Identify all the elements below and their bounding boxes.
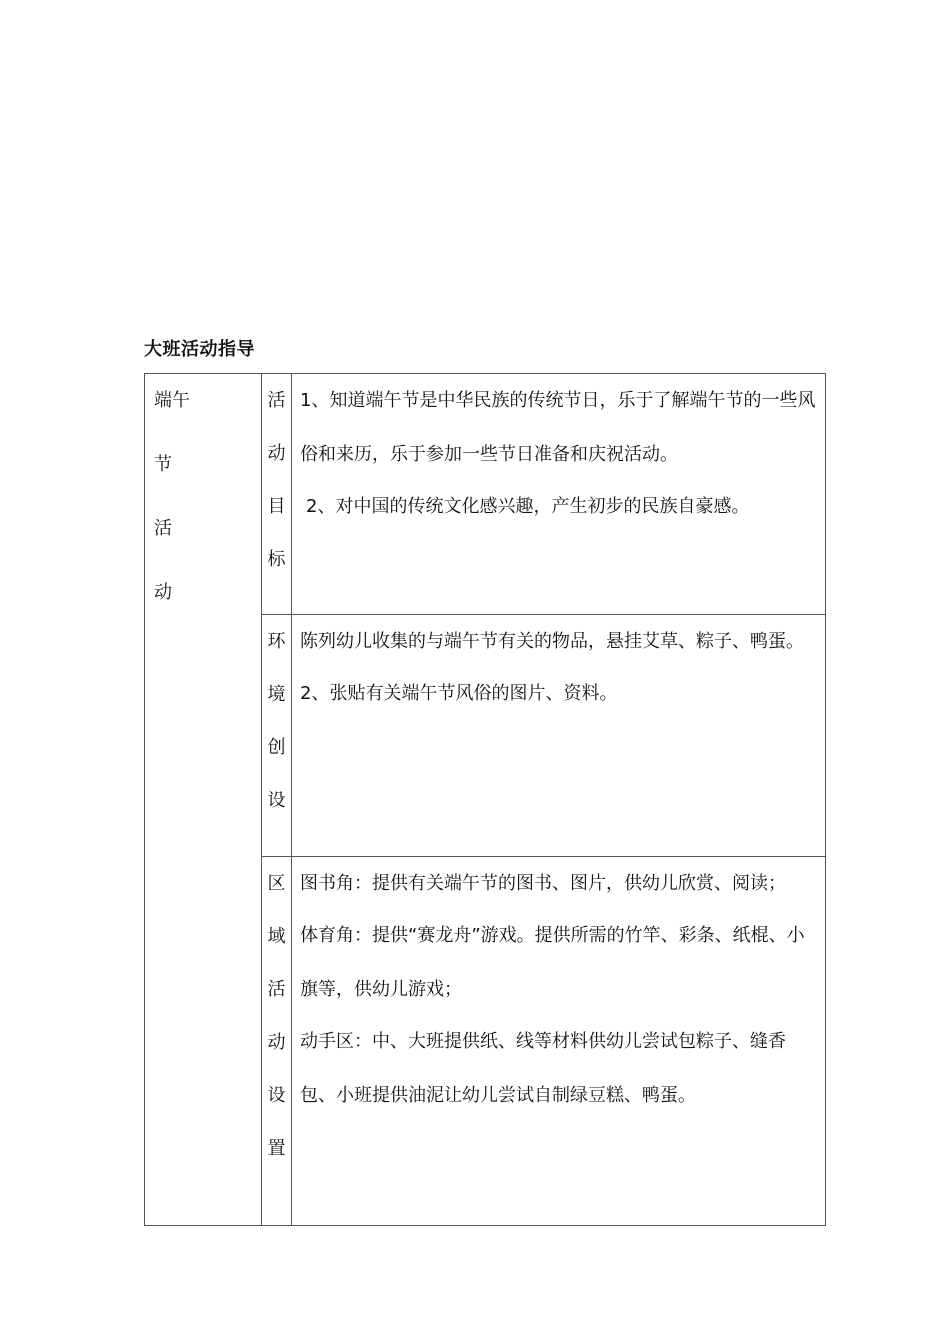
label-char: 设	[267, 1085, 286, 1106]
label-char: 动	[267, 443, 286, 464]
table-row-goals	[145, 374, 826, 615]
label-char: 区	[267, 873, 286, 894]
label-char: 动	[267, 1032, 286, 1053]
label-char: 活	[267, 390, 286, 411]
row-label-goals	[262, 374, 292, 615]
goals-content	[292, 374, 826, 615]
activity-table	[144, 373, 826, 1226]
label-char: 设	[267, 790, 286, 811]
paragraph: 动手区：中、大班提供纸、线等材料供幼儿尝试包粽子、缝香包、小班提供油泥让幼儿尝试自制绿豆糕、鸭蛋。	[300, 1031, 786, 1106]
label-char: 创	[267, 737, 286, 758]
paragraph: 1、知道端午节是中华民族的传统节日，乐于了解端午节的一些风俗和来历，乐于参加一些节日准备和庆祝活动。	[300, 390, 816, 465]
row-label-areas	[262, 857, 292, 1226]
paragraph: 陈列幼儿收集的与端午节有关的物品，悬挂艾草、粽子、鸭蛋。	[300, 631, 804, 652]
paragraph: 图书角：提供有关端午节的图书、图片，供幼儿欣赏、阅读；	[300, 873, 786, 894]
row-label-environment	[262, 615, 292, 857]
label-char: 目	[267, 496, 286, 517]
label-char: 活	[267, 979, 286, 1000]
paragraph: 2、对中国的传统文化感兴趣，产生初步的民族自豪感。	[306, 496, 750, 517]
label-char: 域	[267, 926, 286, 947]
topic-line: 节	[154, 454, 172, 475]
topic-line: 动	[154, 582, 172, 603]
topic-line: 活	[154, 518, 172, 539]
topic-line: 端午	[154, 390, 190, 411]
label-char: 置	[267, 1138, 286, 1159]
document-title: 大班活动指导	[144, 339, 255, 360]
environment-content	[292, 615, 826, 857]
label-char: 环	[267, 631, 286, 652]
label-char: 标	[267, 549, 286, 570]
paragraph: 2、张贴有关端午节风俗的图片、资料。	[300, 683, 618, 704]
topic-cell	[145, 374, 262, 1226]
paragraph: 体育角：提供“赛龙舟”游戏。提供所需的竹竿、彩条、纸棍、小旗等，供幼儿游戏；	[300, 925, 805, 1000]
areas-content	[292, 857, 826, 1226]
label-char: 境	[267, 684, 286, 705]
